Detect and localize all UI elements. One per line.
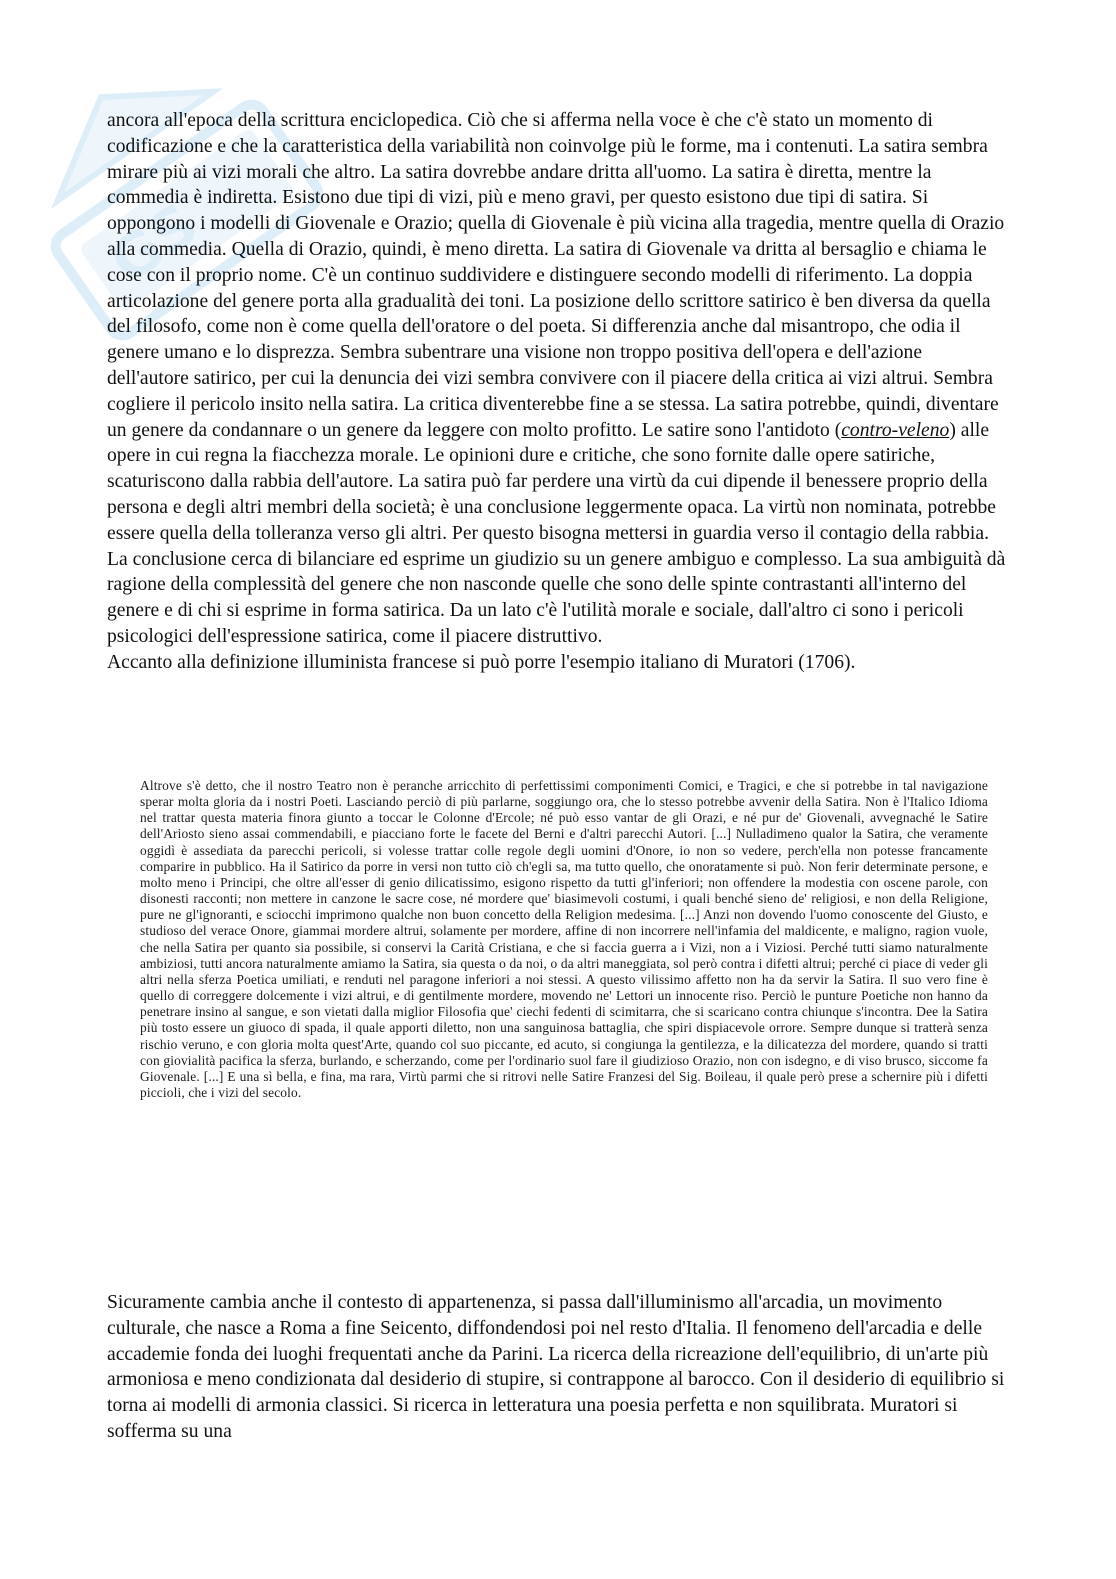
muratori-quote-image bbox=[140, 778, 988, 1266]
body-paragraph-3: Sicuramente cambia anche il contesto di appartenenza, si passa dall'illuminismo all'arcadia, un movimento culturale, che nasce a Roma a fine Seicento, diffondendosi poi nel resto d'Italia. Il fenomeno dell'arcadia e delle accademie fonda dei luoghi frequentati anche da Parini. La ricerca della ricreazione dell'equilibrio, di un'arte più armoniosa e meno condizionata dal desiderio di stupire, si contrappone al barocco. Con il desiderio di equilibrio si torna ai modelli di armonia classici. Si ricerca in letteratura una poesia perfetta e non squilibrata. Muratori si sofferma su una bbox=[107, 1292, 1005, 1442]
bottom-text-section bbox=[107, 1290, 1007, 1445]
muratori-quote-text: Altrove s'è detto, che il nostro Teatro non è peranche arricchito di perfettissimi componimenti Comici, e Tragici, e che si potrebbe in tal navigazione sperar molta gloria da i nostri Poeti. Lasciando perciò di più parlarne, soggiungo ora, che lo stesso potrebbe avvenir della Satira. Non è l'Italico Idioma nel trattar questa materia finora giunto a toccar le Colonne d'Ercole; né può esso vantar de gli Orazi, e né pur de' Giovenali, avvegnaché le Satire dell'Ariosto sieno assai commendabili, e piacciano forte le facete del Berni e d'altri parecchi Autori. [...] Nulladimeno qualor la Satira, che veramente oggidì è assediata da parecchi pericoli, si volesse trattar colle regole degli uomini d'Onore, io non so vedere, perch'ella non potesse francamente comparire in pubblico. Ha il Satirico da porre in versi non tutto ciò ch'egli sa, ma tutto quello, che onoratamente si può. Non ferir determinate persone, e molto meno i Principi, che oltre all'esser di genio dilicatissimo, esigono rispetto da tutti gl'inferiori; non offendere la modestia con oscene parole, con disonesti racconti; non mettere in canzone le sacre cose, né mordere que' biasimevoli costumi, i quali benché sieno de' religiosi, e non della Religione, pure ne gl'ignoranti, e sciocchi imprimono qualche non buon concetto della Religion medesima. [...] Anzi non dovendo l'uomo conoscente del Giusto, e studioso del verace Onore, giammai mordere altrui, solamente per mordere, affine di non incorrere nell'infamia del maldicente, e maligno, ragion vuole, che nella Satira per quanto sia possibile, si conservi la Carità Cristiana, e che si faccia guerra a i Vizi, non a i Viziosi. Perché tutti siamo naturalmente ambiziosi, tutti ancora naturalmente amiamo la Satira, sia questa o da noi, o da altri maneggiata, sol però contra i difetti altrui; perché ci piace di veder gli altri nella sferza Poetica umiliati, e renduti nel paragone inferiori a noi stessi. A questo vilissimo affetto non ha da servir la Satira. Il suo vero fine è quello di correggere dolcemente i vizi altrui, e di gentilmente mordere, movendo ne' Lettori un innocente riso. Perciò le punture Poetiche non hanno da penetrare insino al sangue, e son vietati dalla miglior Filosofia que' ciechi fedenti di scimitarra, che si scaricano contra chiunque s'incontra. Dee la Satira più tosto essere un giuoco di spada, il quale apporti diletto, non una sanguinosa battaglia, che spiri dispiacevole orrore. Sempre dunque si tratterà senza rischio veruno, e con gloria molta quest'Arte, quando col suo piccante, ed acuto, si congiunga la gentilezza, e la dilicatezza del mordere, quando si tratti con giovialità pacifica la sferza, burlando, e scherzando, come per l'ordinario suol fare il giudizioso Orazio, non con isdegno, e di viso brusco, siccome fa Giovenale. [...] E una sì bella, e fina, ma rara, Virtù parmi che si ritrovi nelle Satire Franzesi del Sig. Boileau, il quale però prese a schernire più i difetti piccioli, che i vizi del secolo. bbox=[140, 778, 988, 1100]
paragraph-text: ancora all'epoca della scrittura enciclopedica. Ciò che si afferma nella voce è che c'è stato un momento di codificazione e che la caratteristica della variabilità non coinvolge più le forme, ma i contenuti. La satira sembra mirare più ai vizi morali che altro. La satira dovrebbe andare dritta all'uomo. La satira è diretta, mentre la commedia è indiretta. Esistono due tipi di vizi, più e meno gravi, per questo esistono due tipi di satira. Si oppongono i modelli di Giovenale e Orazio; quella di Giovenale è più vicina alla tragedia, mentre quella di Orazio alla commedia. Quella di Orazio, quindi, è meno diretta. La satira di Giovenale va dritta al bersaglio e chiama le cose con il proprio nome. C'è un continuo suddividere e distinguere secondo modelli di riferimento. La doppia articolazione del genere porta alla gradualità dei toni. La posizione dello scrittore satirico è ben diversa da quella del filosofo, come non è come quella dell'oratore o del poeta. Si differenzia anche dal misantropo, che odia il genere umano e lo disprezza. Sembra subentrare una visione non troppo positiva dell'opera e dell'azione dell'autore satirico, per cui la denuncia dei vizi sembra convivere con il piacere della critica ai vizi altrui. Sembra cogliere il pericolo insito nella satira. La critica diventerebbe fine a se stessa. La satira potrebbe, quindi, diventare un genere da condannare o un genere da leggere con molto profitto. Le satire sono l'antidoto ( bbox=[107, 110, 1005, 441]
body-paragraph-1 bbox=[107, 108, 1007, 650]
main-text-section bbox=[107, 108, 1007, 676]
svg-text:GS: GS bbox=[97, 189, 211, 297]
paragraph-text-continued: ) alle opere in cui regna la fiacchezza morale. Le opinioni dure e critiche, che sono fornite dalle opere satiriche, scaturiscono dalla rabbia dell'autore. La satira può far perdere una virtù da cui dipende il benessere proprio della persona e degli altri membri della società; è una conclusione leggermente opaca. La virtù non nominata, potrebbe essere quella della tolleranza verso gli altri. Per questo bisogna mettersi in guardia verso il contagio della rabbia. La conclusione cerca di bilanciare ed esprime un giudizio su un genere ambiguo e complesso. La sua ambiguità dà ragione della complessità del genere che non nasconde quelle che sono delle spinte contrastanti all'interno del genere e di chi si esprime in forma satirica. Da un lato c'è l'utilità morale e sociale, dall'altro ci sono i pericoli psicologici dell'espressione satirica, come il piacere distruttivo. bbox=[107, 419, 1006, 647]
contro-veleno-link[interactable]: contro-veleno bbox=[841, 419, 950, 441]
body-paragraph-2: Accanto alla definizione illuminista francese si può porre l'esempio italiano di Muratori (1706). bbox=[107, 651, 856, 673]
